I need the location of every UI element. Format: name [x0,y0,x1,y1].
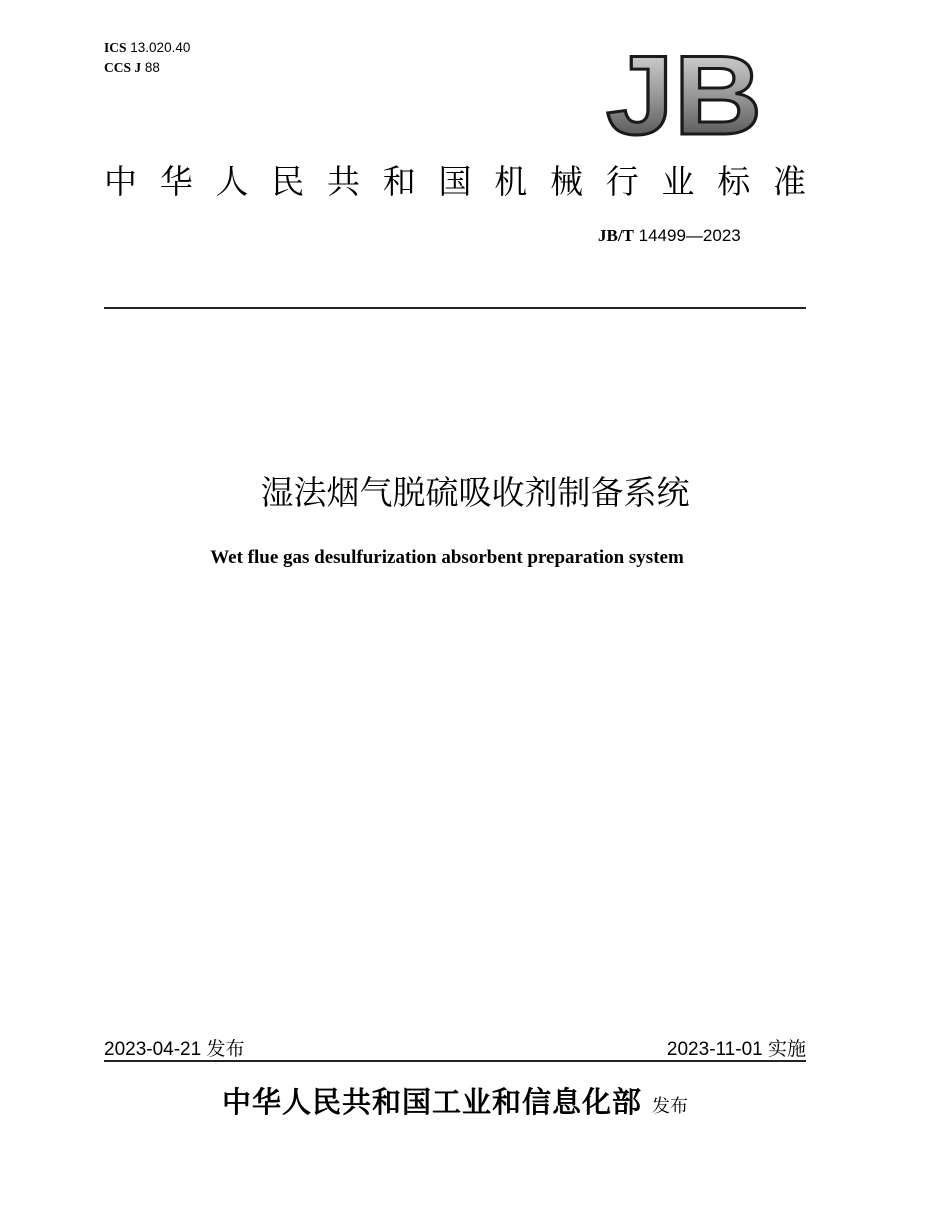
standard-type: 中 华 人 民 共 和 国 机 械 行 业 标 准 [104,162,806,201]
svg-text:JB: JB [606,44,762,140]
title-english: Wet flue gas desulfurization absorbent preparation system [210,547,684,568]
bottom-divider [104,1060,806,1062]
standard-code: JB/T 14499—2023 [598,226,741,245]
jb-logo [604,44,764,140]
publish-date: 2023-04-21 发布 [104,1038,245,1060]
title-chinese: 湿法烟气脱硫吸收剂制备系统 [260,473,690,512]
implement-date: 2023-11-01 实施 [666,1038,806,1060]
top-divider [104,307,806,309]
classification-codes [104,38,190,78]
issuer-organization: 中华人民共和国工业和信息化部 [221,1085,642,1119]
ics-code: ICS 13.020.40 [104,40,191,55]
issuer-action: 发布 [652,1096,688,1117]
ccs-code: CCS J 88 [104,60,160,75]
issuer [0,1080,910,1121]
